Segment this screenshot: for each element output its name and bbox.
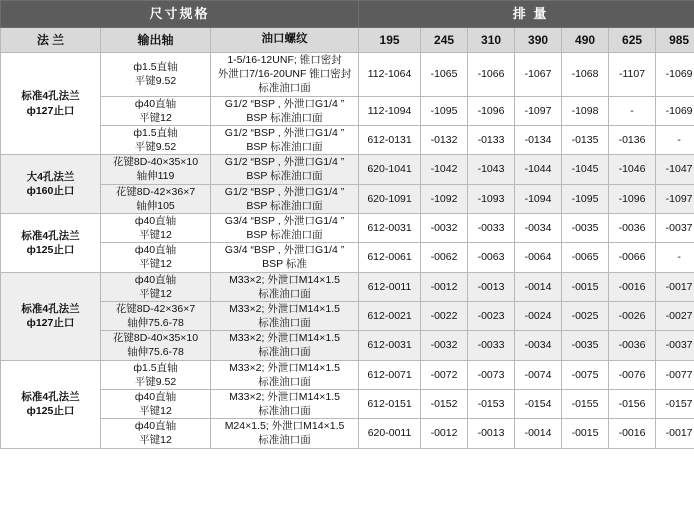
cell-model-suffix: -0073 [468,360,515,389]
cell-model-suffix: -0017 [656,419,694,448]
cell-thread: M33×2; 外泄口M14×1.5 标准油口面 [211,272,359,301]
cell-thread: M33×2; 外泄口M14×1.5 标准油口面 [211,331,359,360]
cell-model-suffix: -0136 [609,125,656,154]
cell-model-suffix: -0076 [609,360,656,389]
cell-thread: M33×2; 外泄口M14×1.5 标准油口面 [211,389,359,418]
cell-model-suffix: -0014 [515,272,562,301]
cell-model-suffix: -0063 [468,243,515,272]
cell-model-suffix: -1097 [515,96,562,125]
cell-model-suffix: -0014 [515,419,562,448]
cell-model-suffix: -0023 [468,301,515,330]
cell-model-suffix: -1093 [468,184,515,213]
cell-model-suffix: -0032 [421,213,468,242]
cell-model-suffix: -0015 [562,272,609,301]
cell-model-suffix: -0032 [421,331,468,360]
cell-model-suffix: -0132 [421,125,468,154]
table-body [1,53,694,449]
cell-model-suffix: -1096 [609,184,656,213]
cell-model-suffix: -1042 [421,155,468,184]
cell-model-code: 612-0031 [359,331,421,360]
cell-model-suffix: -1107 [609,53,656,97]
cell-model-code: 612-0131 [359,125,421,154]
cell-model-suffix: -0013 [468,272,515,301]
header-col-disp-310: 310 [468,28,515,53]
table-row [1,155,694,184]
cell-shaft: ф40直轴 平键12 [101,243,211,272]
header-col-disp-625: 625 [609,28,656,53]
cell-model-suffix: -0026 [609,301,656,330]
header-group-row [1,1,694,28]
cell-model-suffix: -0157 [656,389,694,418]
cell-model-suffix: -0036 [609,331,656,360]
cell-flange: 标准4孔法兰 ф127止口 [1,53,101,155]
header-col-disp-245: 245 [421,28,468,53]
cell-model-suffix: - [656,243,694,272]
cell-model-suffix: -0156 [609,389,656,418]
cell-model-suffix: -0152 [421,389,468,418]
cell-model-suffix: - [656,125,694,154]
cell-model-suffix: -1043 [468,155,515,184]
cell-model-suffix: -1046 [609,155,656,184]
cell-model-code: 612-0021 [359,301,421,330]
cell-model-suffix: -0072 [421,360,468,389]
header-group-displacement: 排 量 [359,1,694,28]
table-row [1,389,694,418]
cell-thread: G1/2 “BSP , 外泄口G1/4 ” BSP 标准油口面 [211,125,359,154]
cell-shaft: ф1.5直轴 平键9.52 [101,53,211,97]
cell-model-suffix: -1096 [468,96,515,125]
cell-model-code: 612-0071 [359,360,421,389]
cell-model-code: 612-0011 [359,272,421,301]
cell-thread: M24×1.5; 外泄口M14×1.5 标准油口面 [211,419,359,448]
cell-model-suffix: -0034 [515,331,562,360]
table-row [1,53,694,97]
cell-shaft: ф1.5直轴 平键9.52 [101,360,211,389]
cell-thread: M33×2; 外泄口M14×1.5 标准油口面 [211,360,359,389]
cell-shaft: ф40直轴 平键12 [101,96,211,125]
header-col-disp-390: 390 [515,28,562,53]
cell-model-suffix: -1067 [515,53,562,97]
cell-shaft: ф40直轴 平键12 [101,272,211,301]
table-row [1,96,694,125]
cell-model-code: 112-1064 [359,53,421,97]
cell-model-suffix: -0153 [468,389,515,418]
cell-model-suffix: -1044 [515,155,562,184]
cell-flange: 标准4孔法兰 ф125止口 [1,360,101,448]
table-row [1,301,694,330]
cell-model-suffix: -0015 [562,419,609,448]
cell-flange: 标准4孔法兰 ф127止口 [1,272,101,360]
cell-model-suffix: -0025 [562,301,609,330]
cell-model-code: 612-0061 [359,243,421,272]
table-row [1,272,694,301]
cell-model-suffix: -0012 [421,419,468,448]
table-row [1,243,694,272]
table-row [1,213,694,242]
table-row [1,331,694,360]
cell-shaft: ф40直轴 平键12 [101,419,211,448]
cell-shaft: ф40直轴 平键12 [101,389,211,418]
cell-model-code: 112-1094 [359,96,421,125]
cell-model-suffix: -0037 [656,213,694,242]
cell-model-suffix: -0133 [468,125,515,154]
cell-shaft: 花键8D-42×36×7 轴伸105 [101,184,211,213]
cell-model-suffix: -0036 [609,213,656,242]
cell-model-suffix: -0033 [468,213,515,242]
cell-model-suffix: -0077 [656,360,694,389]
cell-thread: 1-5/16-12UNF; 锥口密封 外泄口7/16-20UNF 锥口密封 标准油口面 [211,53,359,97]
cell-model-suffix: -0035 [562,331,609,360]
cell-model-suffix: -1065 [421,53,468,97]
cell-thread: G1/2 “BSP , 外泄口G1/4 ” BSP 标准油口面 [211,155,359,184]
cell-model-suffix: -0027 [656,301,694,330]
cell-model-suffix: -0016 [609,419,656,448]
header-col-thread: 油口螺纹 [211,28,359,53]
cell-thread: M33×2; 外泄口M14×1.5 标准油口面 [211,301,359,330]
cell-model-suffix: -0034 [515,213,562,242]
cell-model-suffix: -0037 [656,331,694,360]
cell-model-suffix: -0033 [468,331,515,360]
cell-model-suffix: -1066 [468,53,515,97]
cell-model-suffix: -0134 [515,125,562,154]
table-header [1,1,694,53]
cell-model-suffix: -1069 [656,53,694,97]
cell-model-suffix: -0155 [562,389,609,418]
cell-model-suffix: -1092 [421,184,468,213]
cell-model-code: 612-0031 [359,213,421,242]
cell-model-code: 620-1091 [359,184,421,213]
cell-model-suffix: -0017 [656,272,694,301]
header-col-disp-985: 985 [656,28,694,53]
cell-shaft: 花键8D-40×35×10 轴伸119 [101,155,211,184]
cell-model-suffix: -0074 [515,360,562,389]
cell-model-suffix: -0065 [562,243,609,272]
cell-model-suffix: -1047 [656,155,694,184]
cell-thread: G3/4 “BSP , 外泄口G1/4 ” BSP 标准 [211,243,359,272]
cell-model-suffix: -0075 [562,360,609,389]
cell-model-suffix: -0064 [515,243,562,272]
table-row [1,360,694,389]
cell-model-suffix: -0062 [421,243,468,272]
header-group-dimensions: 尺寸规格 [1,1,359,28]
table-row [1,419,694,448]
cell-shaft: 花键8D-42×36×7 轴伸75.6-78 [101,301,211,330]
cell-model-suffix: -0012 [421,272,468,301]
header-col-disp-195: 195 [359,28,421,53]
cell-model-suffix: -1097 [656,184,694,213]
cell-model-code: 612-0151 [359,389,421,418]
cell-thread: G1/2 “BSP , 外泄口G1/4 ” BSP 标准油口面 [211,184,359,213]
cell-model-suffix: - [609,96,656,125]
cell-model-suffix: -1095 [562,184,609,213]
cell-model-suffix: -1094 [515,184,562,213]
cell-shaft: ф1.5直轴 平键9.52 [101,125,211,154]
cell-model-suffix: -1095 [421,96,468,125]
cell-model-suffix: -0024 [515,301,562,330]
header-column-row [1,28,694,53]
cell-model-suffix: -0013 [468,419,515,448]
cell-flange: 大4孔法兰 ф160止口 [1,155,101,214]
cell-model-suffix: -0016 [609,272,656,301]
table-row [1,125,694,154]
cell-thread: G1/2 “BSP , 外泄口G1/4 ” BSP 标准油口面 [211,96,359,125]
cell-model-suffix: -1098 [562,96,609,125]
cell-model-code: 620-0011 [359,419,421,448]
cell-model-suffix: -0135 [562,125,609,154]
cell-thread: G3/4 “BSP , 外泄口G1/4 ” BSP 标准油口面 [211,213,359,242]
cell-model-suffix: -1068 [562,53,609,97]
cell-model-suffix: -0035 [562,213,609,242]
cell-model-code: 620-1041 [359,155,421,184]
cell-shaft: ф40直轴 平键12 [101,213,211,242]
header-col-disp-490: 490 [562,28,609,53]
table-row [1,184,694,213]
header-col-flange: 法 兰 [1,28,101,53]
cell-model-suffix: -1069 [656,96,694,125]
cell-flange: 标准4孔法兰 ф125止口 [1,213,101,272]
header-col-shaft: 输出轴 [101,28,211,53]
cell-model-suffix: -0154 [515,389,562,418]
cell-shaft: 花键8D-40×35×10 轴伸75.6-78 [101,331,211,360]
cell-model-suffix: -1045 [562,155,609,184]
cell-model-suffix: -0022 [421,301,468,330]
cell-model-suffix: -0066 [609,243,656,272]
